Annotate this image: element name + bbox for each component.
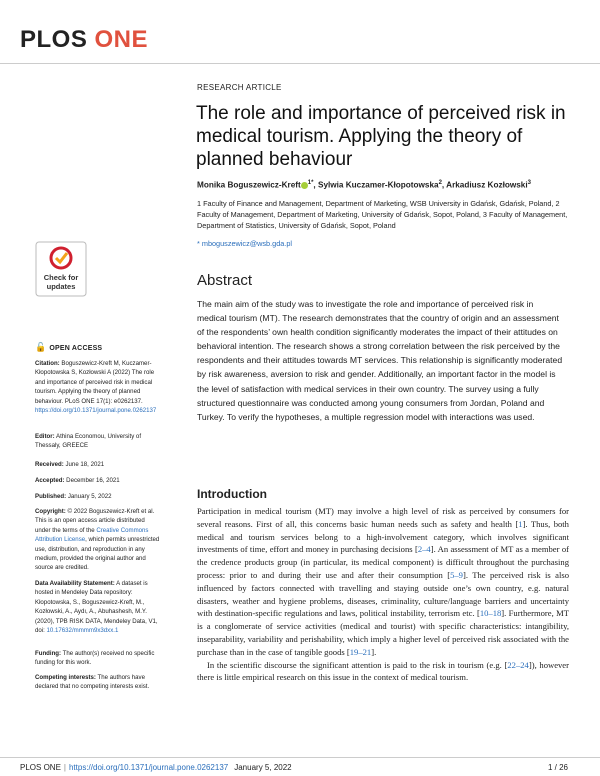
- abstract-heading: Abstract: [197, 272, 253, 289]
- copyright-label: Copyright:: [35, 508, 66, 515]
- author-affil-sup: 2: [438, 180, 442, 186]
- copyright-text: © 2022 Boguszewicz-Kreft et al. This is an open access article distributed under the terms of the: [35, 508, 155, 534]
- citation-link[interactable]: 5–9: [450, 569, 463, 580]
- published-date: January 5, 2022: [67, 493, 112, 500]
- author-affil-sup: 1: [307, 180, 312, 186]
- funding-label: Funding:: [35, 650, 62, 657]
- text-run: ]. The perceived risk is also influenced by factors connected with travelling and staying outside one’s own country, e.g. natural disasters, weather and hygiene problems, diseases, criminality, culture/language barriers and uncertainty with destination-specific regulations and laws, political instability, terrorism etc. [: [197, 569, 570, 619]
- received-block: [35, 460, 160, 469]
- author-list: Monika Boguszewicz-Kreft $^{1*}$, Sylwia Kuczamer-Kłopotowska$^2$, Arkadiusz Kozłowski$^3$: [197, 180, 531, 190]
- paragraph: [197, 505, 569, 659]
- citation-link[interactable]: 1: [518, 518, 523, 529]
- open-access-label: [35, 342, 102, 353]
- corresponding-email[interactable]: * mboguszewicz@wsb.gda.pl: [197, 239, 293, 248]
- author-name[interactable]: Sylwia Kuczamer-Kłopotowska: [317, 180, 439, 190]
- editor-text: Athina Economou, University of Thessaly, GREECE: [35, 433, 142, 450]
- text-run: ]. Furthermore, MT is a conglomerate of service activities (medical and tourist) with specific characteristics: intangibility, inseparability, variability and perishability, which imply a higher level of perceived risk associated with the purchase than in the case of tangible goods [: [197, 608, 569, 657]
- logo-plos: PLOS: [20, 26, 88, 53]
- copyright-block: [35, 507, 160, 573]
- text-run: ]), however there is little empirical research on this issue in the context of medical tourism.: [197, 659, 569, 683]
- competing-interests-block: [35, 673, 160, 692]
- citation-doi-link[interactable]: https://doi.org/10.1371/journal.pone.0262137: [35, 407, 157, 415]
- citation-link[interactable]: 22–24: [507, 659, 529, 670]
- author-affil-sup: 3: [527, 180, 531, 186]
- footer-date: January 5, 2022: [234, 763, 292, 772]
- text-run: ]. Thus, both medical and tourism services belong to a high-involvement category, which involves significant investments of time, effort and money in purchasing decisions [: [197, 518, 569, 555]
- open-access-text: OPEN ACCESS: [49, 345, 103, 352]
- received-label: Received:: [35, 461, 64, 468]
- corresponding-mark: *: [311, 180, 314, 186]
- data-availability-label: Data Availability Statement:: [35, 580, 115, 587]
- paragraph: [197, 659, 569, 685]
- introduction-body: [197, 505, 569, 684]
- citation-text: Boguszewicz-Kreft M, Kuczamer-Kłopotowska S, Kozłowski A (2022) The role and importance of perceived risk in medical tourism. Applying the theory of planned behaviour. PLoS ONE 17(1): e0262137.: [35, 360, 155, 405]
- data-availability-block: [35, 579, 160, 635]
- footer-journal: PLOS ONE: [20, 763, 61, 772]
- introduction-heading: Introduction: [197, 487, 267, 501]
- affiliations: 1 Faculty of Finance and Management, Department of Marketing, WSB University in Gdańsk, Gdańsk, Poland, 2 Faculty of Management, Department of Marketing, University of Gdańsk, Sopot, Poland, 3 Faculty of Management, Department of Statistics, University of Gdańsk, Sopot, Poland: [197, 199, 568, 230]
- text-run: Participation in medical tourism (MT) may involve a high level of risk as perceived by consumers for several reasons. First of all, this concerns basic human needs such as safety and health [: [197, 506, 569, 529]
- published-block: [35, 492, 160, 501]
- copyright-text-end: , which permits unrestricted use, distribution, and reproduction in any medium, provided the original author and source are credited.: [35, 536, 160, 572]
- accepted-date: December 16, 2021: [66, 477, 120, 484]
- data-availability-text: A dataset is hosted in Mendeley Data repository: Kłopotowska, S., Boguszewicz-Kreft, M., Kozłowski, A., Aydı, A., Abuhashesh, M.Y. (2020), TPB RISK DATA, Mendeley Data, V1, doi:: [35, 580, 158, 635]
- accepted-block: [35, 476, 160, 485]
- footer-doi-link[interactable]: https://doi.org/10.1371/journal.pone.0262137: [68, 763, 229, 772]
- competing-interests-text: The authors have declared that no competing interests exist.: [35, 674, 150, 691]
- check-for-updates-badge[interactable]: [35, 241, 87, 297]
- received-date: June 18, 2021: [65, 461, 105, 468]
- abstract-text: The main aim of the study was to investigate the role and importance of perceived risk in medical tourism (MT). The research demonstrates that the country of origin and an assessment of the respondents’ own health condition significantly moderates the impact of their attitudes on behavioral intention. The research shows a strong correlation between the risk perceived by the respondents and their attitudes towards MT services. This relationship is significantly moderated by risk awareness, aversion to risk and gender. Additionally, an important factor in the model is the level of satisfaction with medical services in their own country. The survey using a fully structured questionnaire was conducted among young consumers from Jordan, Poland and Turkey. To verify the hypotheses, a multiple regression model with interactions was used.: [197, 299, 563, 422]
- journal-logo[interactable]: [20, 26, 148, 54]
- open-lock-icon: 🔓: [35, 342, 47, 352]
- logo-one: ONE: [94, 26, 149, 53]
- editor-label: Editor:: [35, 433, 55, 440]
- text-run: In the scientific discourse the significant attention is paid to the risk in tourism (e.g. [: [207, 659, 508, 670]
- article-type: RESEARCH ARTICLE: [197, 83, 282, 92]
- orcid-icon[interactable]: [301, 182, 308, 189]
- text-run: ]. An assessment of MT as a member of the credence products group (in particular, its medical component) is difficult throughout the purchasing process: prior to and during their use and after their consumption [: [197, 544, 569, 580]
- citation-link[interactable]: 19–21: [349, 646, 372, 657]
- footer-divider: [0, 757, 600, 758]
- page-number: 1 / 26: [547, 763, 568, 772]
- license-link[interactable]: Creative Commons Attribution License: [35, 526, 149, 544]
- badge-line1: Check for: [43, 273, 79, 282]
- funding-text: The author(s) received no specific funding for this work.: [35, 650, 155, 667]
- author-name[interactable]: Arkadiusz Kozłowski: [446, 180, 528, 190]
- citation-link[interactable]: 2–4: [417, 544, 431, 555]
- check-updates-icon: [35, 241, 87, 297]
- published-label: Published:: [35, 493, 67, 500]
- author-name[interactable]: Monika Boguszewicz-Kreft: [197, 180, 301, 190]
- citation-block: [35, 359, 160, 415]
- citation-link[interactable]: 10–18: [479, 608, 502, 619]
- editor-block: [35, 432, 160, 451]
- article-title: The role and importance of perceived risk in medical tourism. Applying the theory of planned behaviour: [196, 103, 566, 170]
- citation-label: Citation:: [35, 360, 60, 367]
- funding-block: [35, 649, 160, 668]
- text-run: ].: [371, 646, 377, 657]
- competing-interests-label: Competing interests:: [35, 674, 96, 681]
- data-doi-link[interactable]: 10.17632/mmmm9x3dxx.1: [46, 627, 119, 635]
- header-divider: [0, 63, 600, 64]
- badge-line2: updates: [46, 282, 76, 291]
- accepted-label: Accepted:: [35, 477, 65, 484]
- footer: PLOS ONE | https://doi.org/10.1371/journal.pone.0262137 January 5, 2022: [20, 763, 292, 772]
